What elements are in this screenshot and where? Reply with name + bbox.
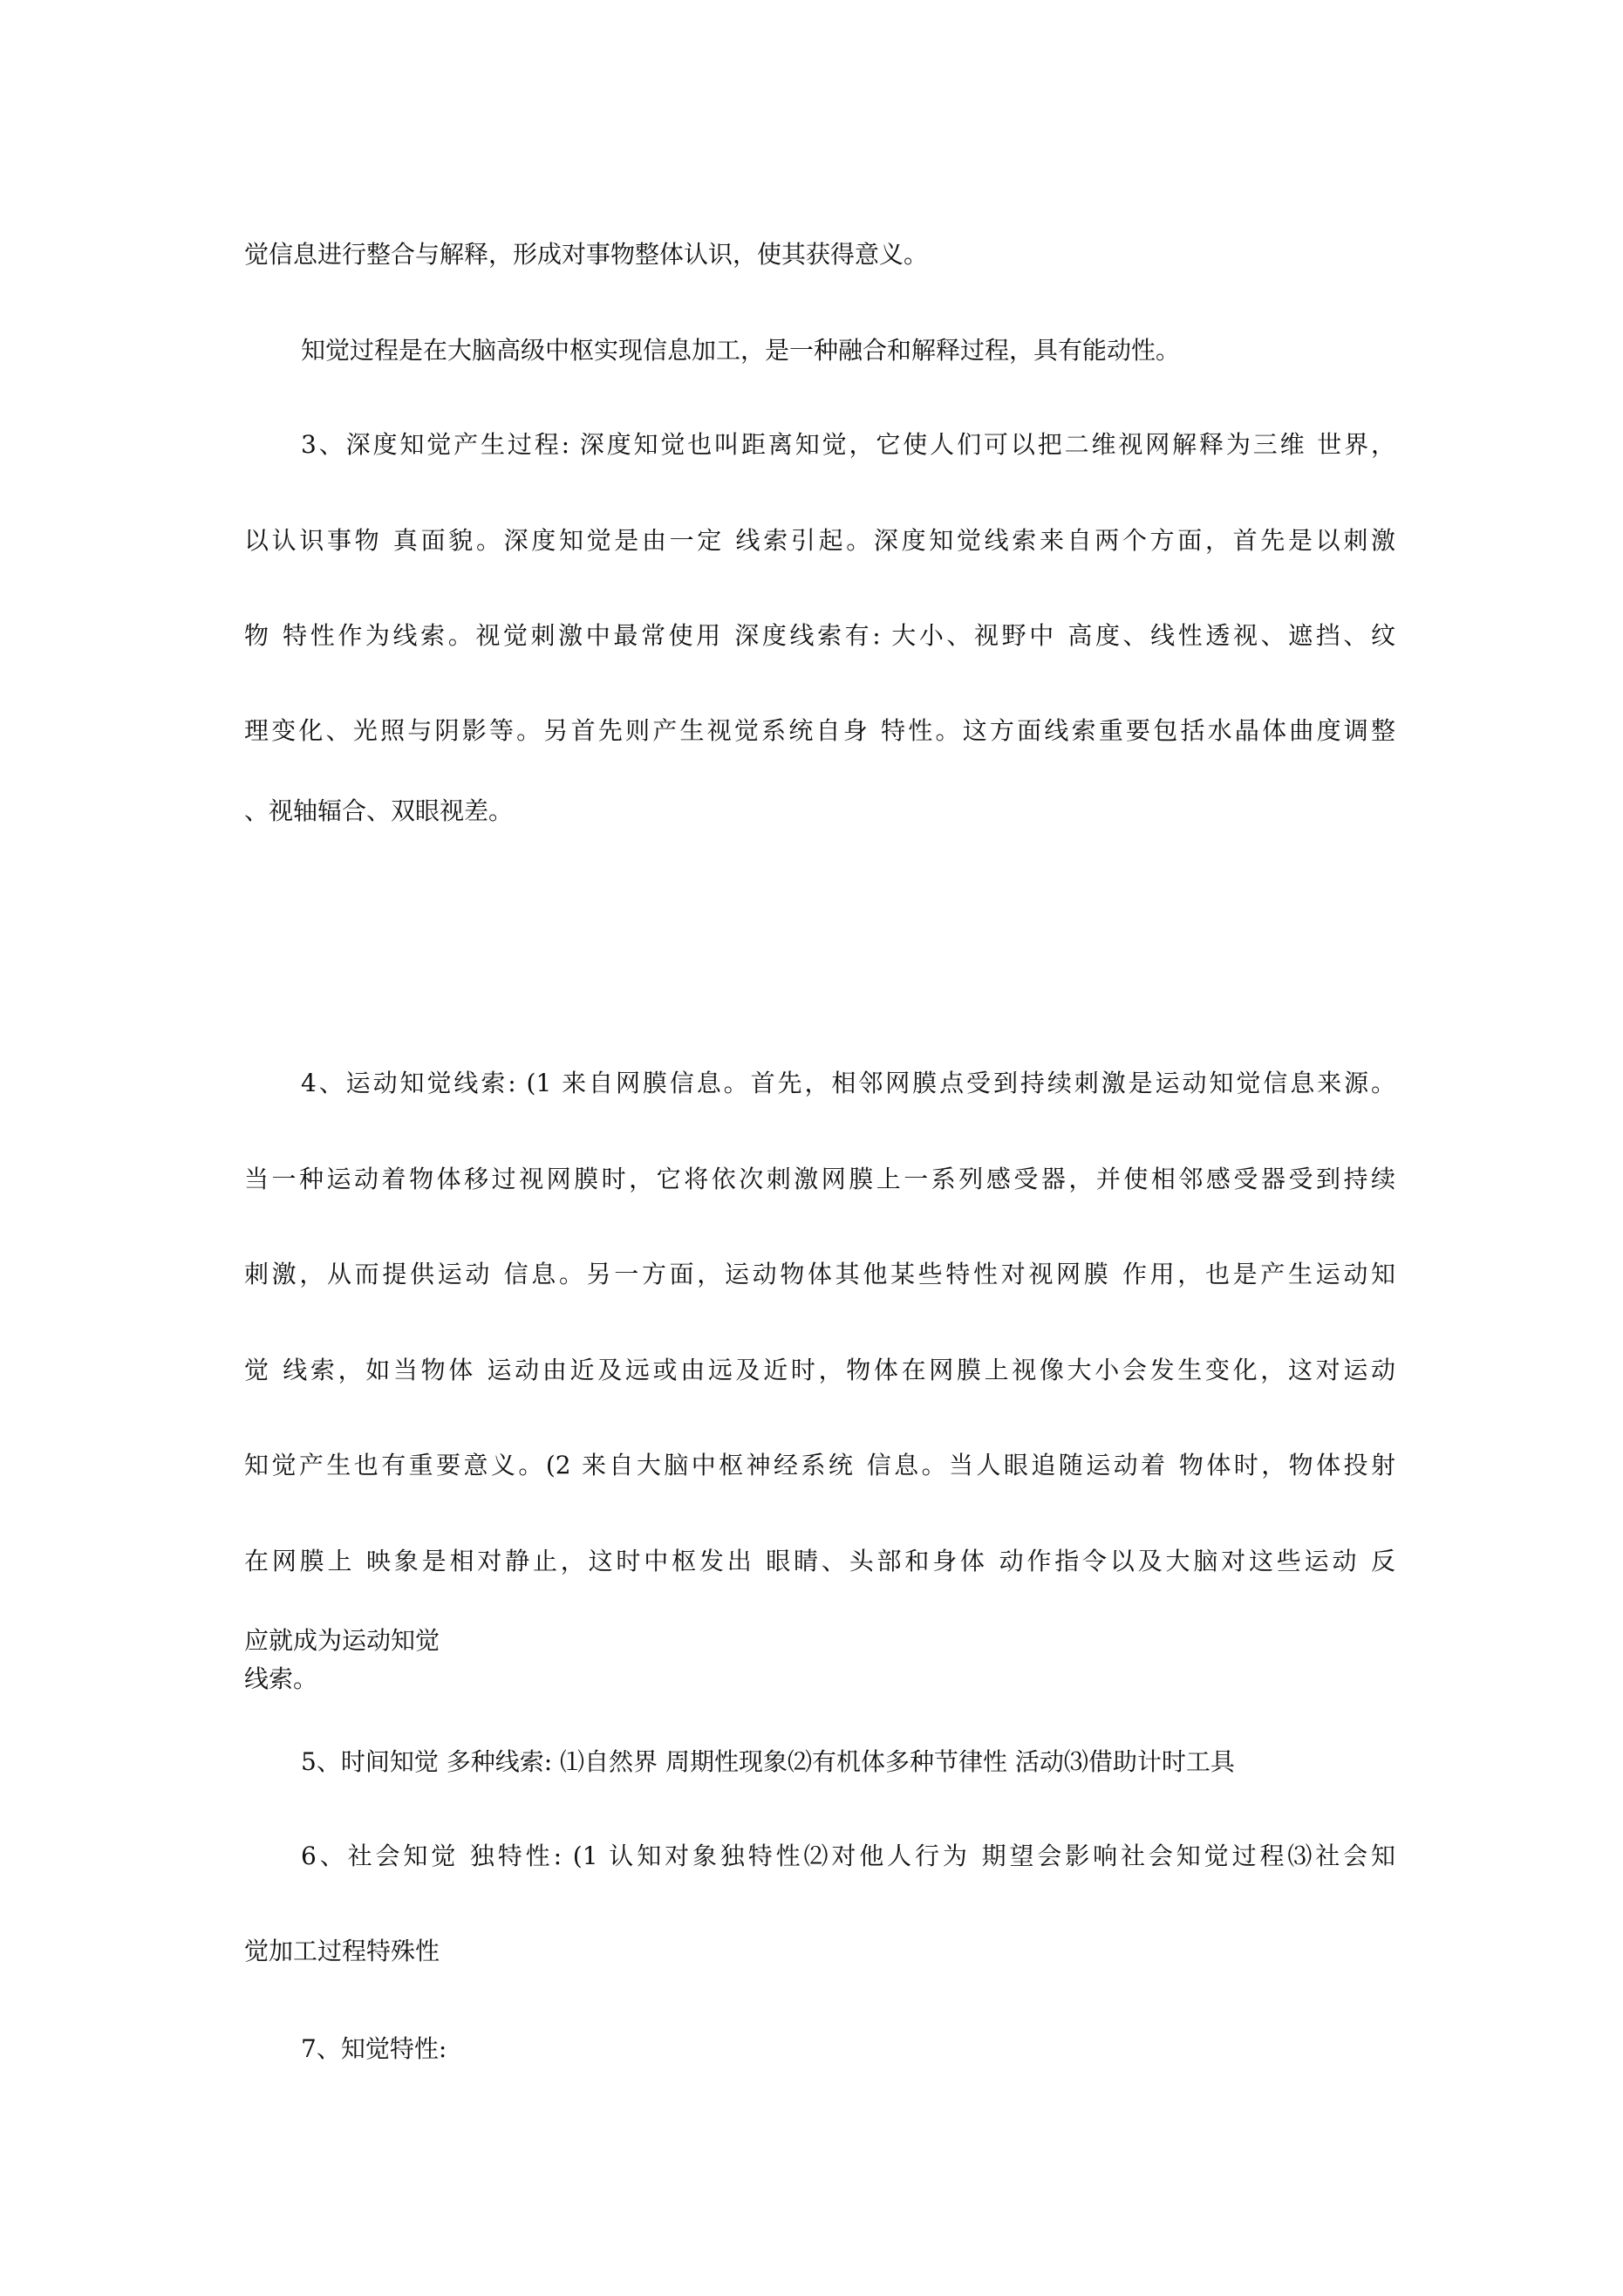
text-line: 以认识事物 真面貌。深度知觉是由一定 线索引起。深度知觉线索来自两个方面，首先是以刺激 [244,526,1395,555]
text-line: 物 特性作为线索。视觉刺激中最常使用 深度线索有: 大小、视野中 高度、线性透视、遮挡、纹 [244,621,1395,650]
text-line: 理变化、光照与阴影等。另首先则产生视觉系统自身 特性。这方面线索重要包括水晶体曲度调整 [244,716,1395,745]
text-line: 觉信息进行整合与解释，形成对事物整体认识，使其获得意义。 [244,240,929,269]
text-line: 觉 线索，如当物体 运动由近及远或由远及近时，物体在网膜上视像大小会发生变化，这对运动 [244,1356,1395,1384]
text-line: 5、时间知觉 多种线索: ⑴自然界 周期性现象⑵有机体多种节律性 活动⑶借助计时工具 [301,1747,1235,1776]
text-line: 7、知觉特性: [301,2034,447,2063]
text-line: 线索。 [244,1664,318,1693]
text-line: 觉加工过程特殊性 [244,1937,440,1965]
text-line: 知觉过程是在大脑高级中枢实现信息加工，是一种融合和解释过程，具有能动性。 [301,336,1181,365]
text-line: 在网膜上 映象是相对静止，这时中枢发出 眼睛、头部和身体 动作指令以及大脑对这些运动 反 [244,1547,1395,1575]
text-line: 、视轴辐合、双眼视差。 [244,796,514,825]
text-line: 4、运动知觉线索: (1 来自网膜信息。首先，相邻网膜点受到持续刺激是运动知觉信息来源。 [301,1069,1395,1097]
text-line: 刺激，从而提供运动 信息。另一方面，运动物体其他某些特性对视网膜 作用，也是产生运动知 [244,1260,1395,1288]
text-line: 知觉产生也有重要意义。(2 来自大脑中枢神经系统 信息。当人眼追随运动着 物体时，物体投射 [244,1451,1395,1479]
text-line: 6、社会知觉 独特性: (1 认知对象独特性⑵对他人行为 期望会影响社会知觉过程⑶社会知 [301,1842,1395,1870]
text-line: 3、深度知觉产生过程: 深度知觉也叫距离知觉，它使人们可以把二维视网解释为三维 世界， [301,430,1395,459]
text-line: 当一种运动着物体移过视网膜时，它将依次刺激网膜上一系列感受器，并使相邻感受器受到持续 [244,1165,1395,1193]
text-line: 应就成为运动知觉 [244,1626,440,1655]
